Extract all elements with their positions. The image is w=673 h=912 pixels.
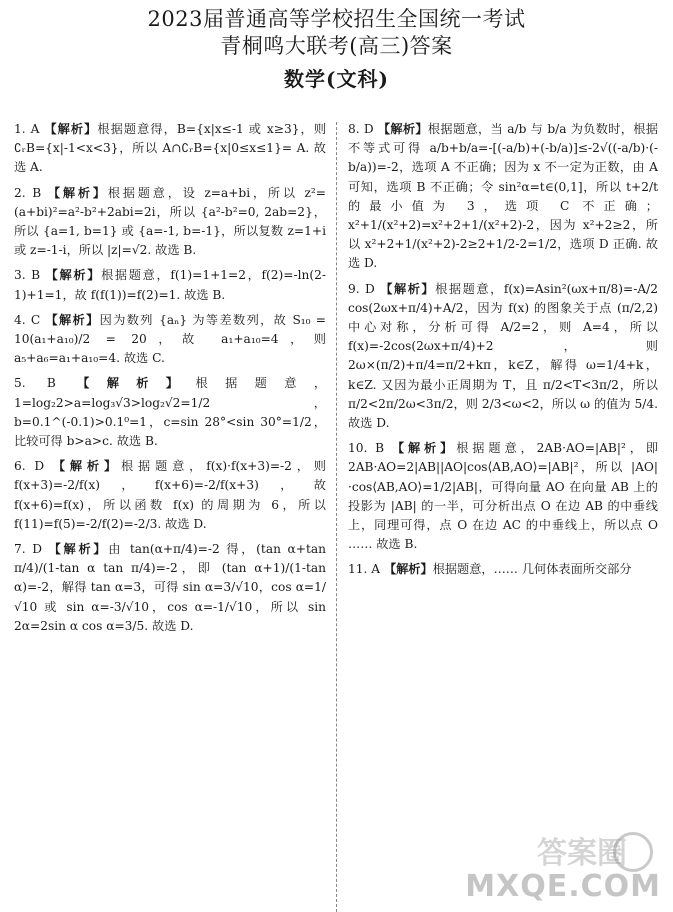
analysis-tag: 【解析】 bbox=[52, 459, 122, 474]
answer-item bbox=[14, 457, 326, 534]
analysis-tag: 【解析】 bbox=[47, 185, 108, 200]
analysis-tag: 【解析】 bbox=[380, 281, 436, 296]
document-header bbox=[0, 6, 673, 94]
answer-body: 根据题意，设 z=a+bi，所以 z²=(a+bi)²=a²-b²+2abi=2i，所以 {a²-b²=0, 2ab=2}，所以 {a=1, b=1} 或 {a=-1, b=-1}，所以复数 z=1+i 或 z=-1-i，所以 |z|=√2. 故选 B. bbox=[14, 185, 327, 258]
analysis-tag: 【解析】 bbox=[45, 268, 102, 283]
answer-number: 7. D bbox=[14, 542, 43, 557]
answer-number: 10. B bbox=[348, 441, 385, 456]
analysis-tag: 【解析】 bbox=[44, 122, 98, 136]
analysis-tag: 【解析】 bbox=[77, 376, 196, 391]
answer-body: 根据题意，f(x)=Asin²(ωx+π/8)=-A/2 cos(2ωx+π/4)+A/2，因为 f(x) 的图象关于点 (π/2,2) 中心对称，分析可得 A/2=2，则 A=4，所以 f(x)=-2cos(2ωx+π/4)+2，则 2ω×(π/2)+π/4=π/2+kπ，k∈Z，解得 ω=1/4+k，k∈Z. 又因为最小正周期为 T，且 π/2<T<3π/2，所以 π/2<2π/2ω<3π/2，则 2/3<ω<2，所以 ω 的值为 5/4. 故选 D. bbox=[348, 281, 659, 431]
answer-body: 根据题意，f(x)·f(x+3)=-2，则 f(x+3)=-2/f(x)，f(x+6)=-2/f(x+3)，故 f(x+6)=f(x)，所以函数 f(x) 的周期为 6，所以 f(11)=f(5)=-2/f(2)=-2/3. 故选 D. bbox=[14, 459, 326, 531]
answer-body: 根据题意，f(1)=1+1=2，f(2)=-ln(2-1)+1=1，故 f(f(1))=f(2)=1. 故选 B. bbox=[14, 268, 326, 302]
exam-title: 2023届普通高等学校招生全国统一考试 bbox=[147, 7, 526, 31]
answer-number: 3. B bbox=[14, 268, 41, 283]
answer-number: 5. B bbox=[14, 376, 56, 391]
column-divider bbox=[336, 122, 337, 912]
answer-number: 6. D bbox=[14, 459, 45, 474]
exam-subtitle: 青桐鸣大联考(高三)答案 bbox=[220, 34, 453, 58]
answer-number: 8. D bbox=[348, 122, 374, 136]
answer-item bbox=[14, 184, 326, 261]
answer-item bbox=[14, 540, 326, 636]
analysis-tag: 【解析】 bbox=[48, 542, 109, 557]
watermark-url: MXQE.COM bbox=[465, 869, 661, 904]
answer-body: 根据题意，2AB·AO=|AB|²，即 2AB·AO=2|AB||AO|cos⟨AB,AO⟩=|AB|²，所以 |AO|·cos⟨AB,AO⟩=1/2|AB|，可得向量 AO 在向量 AB 上的投影为 |AB| 的一半，可分析出点 O 在边 AB 的中垂线上，同理可得，点 O 在边 AC 的中垂线上，所以点 O …… 故选 B. bbox=[348, 441, 659, 552]
answer-body: 根据题意得，B={x|x≤-1 或 x≥3}，则 ∁ᵣB={x|-1<x<3}，所以 A∩∁ᵣB={x|0≤x≤1}= A. 故选 A. bbox=[14, 122, 327, 175]
analysis-tag: 【解析】 bbox=[383, 562, 433, 577]
answer-item bbox=[348, 120, 658, 274]
answer-body: 根据题意，…… 几何体表面所交部分 bbox=[432, 562, 632, 577]
right-column bbox=[348, 120, 658, 586]
answer-body: 根据题意，当 a/b 与 b/a 为负数时，根据不等式可得 a/b+b/a=-[(-a/b)+(-b/a)]≤-2√((-a/b)·(-b/a))=-2，选项 A 不正确；因为 x 不一定为正数，由 A 可知，选项 B 不正确；令 sin²α=t∈(0,1]，所以 t+2/t 的最小值为 3，选项 C 不正确；x²+1/(x²+2)=x²+2+1/(x²+2)-2，因为 x²+2≥2，所以 x²+2+1/(x²+2)-2≥2+1/2-2=1/2，选项 D 正确. 故选 D. bbox=[348, 122, 658, 271]
answer-item bbox=[14, 374, 326, 451]
answer-number: 9. D bbox=[348, 281, 375, 296]
answer-number: 4. C bbox=[14, 312, 41, 327]
answer-item bbox=[348, 560, 658, 579]
answer-item bbox=[14, 266, 326, 304]
answer-body: 由 tan(α+π/4)=-2 得，(tan α+tan π/4)/(1-tan α tan π/4)=-2，即 (tan α+1)/(1-tan α)=-2，解得 tan α=3，可得 sin α=3/√10，cos α=1/√10 或 sin α=-3/√10，cos α=-1/√10，所以 sin 2α=2sin α cos α=3/5. 故选 D. bbox=[14, 542, 327, 633]
analysis-tag: 【解析】 bbox=[377, 122, 428, 136]
analysis-tag: 【解析】 bbox=[45, 312, 100, 327]
answer-number: 11. A bbox=[348, 562, 381, 577]
answer-item bbox=[14, 311, 326, 369]
answer-item bbox=[348, 439, 658, 554]
answer-item bbox=[348, 280, 658, 434]
answer-body: 根据题意，1=log₂2>a=log₃√3>log₂√2=1/2，b=0.1^(-0.1)>0.1⁰=1，c=sin 28°<sin 30°=1/2，比较可得 b>a>c. 故选 B. bbox=[14, 376, 327, 449]
subject-title: 数学(文科) bbox=[284, 67, 389, 91]
answer-number: 1. A bbox=[14, 122, 40, 136]
answer-item bbox=[14, 120, 326, 178]
watermark-logo bbox=[465, 836, 667, 910]
left-column bbox=[14, 120, 326, 642]
answer-body: 因为数列 {aₙ} 为等差数列，故 S₁₀ = 10(a₁+a₁₀)/2 = 20，故 a₁+a₁₀=4，则 a₅+a₆=a₁+a₁₀=4. 故选 C. bbox=[14, 312, 327, 366]
watermark-circle-icon bbox=[613, 832, 653, 872]
answer-number: 2. B bbox=[14, 185, 42, 200]
analysis-tag: 【解析】 bbox=[391, 441, 457, 456]
watermark-chinese: 答案圈 bbox=[537, 836, 627, 871]
